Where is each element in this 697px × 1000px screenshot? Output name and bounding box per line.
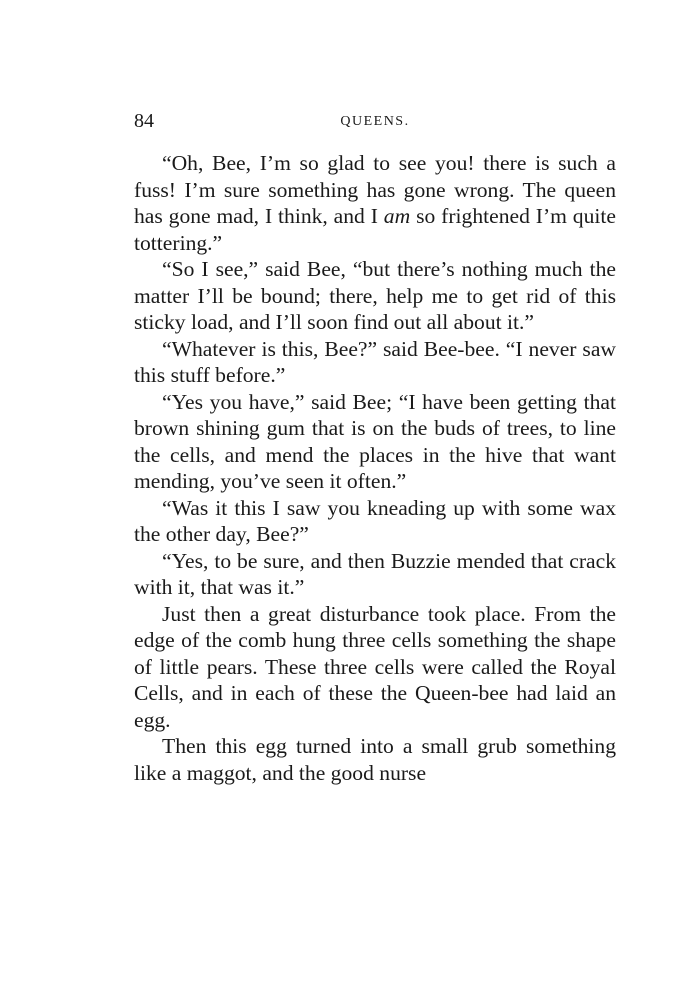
paragraph-text: so frightened I’m quite tottering.” <box>134 204 616 255</box>
paragraph-text: “Oh, Bee, I’m so glad to see you! there is such a fuss! I’m sure something has gone wrong. The queen has gone mad, I think, and I <box>134 151 616 228</box>
paragraph: “Yes, to be sure, and then Buzzie mended that crack with it, that was it.” <box>134 548 616 599</box>
page-header <box>134 110 616 140</box>
paragraph <box>134 150 616 256</box>
paragraph: “Whatever is this, Bee?” said Bee-bee. “I never saw this stuff before.” <box>134 336 616 387</box>
emphasis-text: am <box>383 204 411 228</box>
paragraph: “Was it this I saw you kneading up with some wax the other day, Bee?” <box>134 495 616 546</box>
body-text <box>134 150 616 786</box>
paragraph: “Yes you have,” said Bee; “I have been getting that brown shining gum that is on the buds of trees, to line the cells, and mend the places in the hive that want mending, you’ve seen it often.” <box>134 389 616 493</box>
paragraph: “So I see,” said Bee, “but there’s nothing much the matter I’ll be bound; there, help me to get rid of this sticky load, and I’ll soon find out all about it.” <box>134 257 616 334</box>
running-title: QUEENS. <box>340 114 410 129</box>
page-number: 84 <box>134 110 154 132</box>
paragraph: Just then a great disturbance took place. From the edge of the comb hung three cells something the shape of little pears. These three cells were called the Royal Cells, and in each of these the Queen-bee had laid an egg. <box>134 601 616 732</box>
paragraph: Then this egg turned into a small grub something like a maggot, and the good nurse <box>134 734 616 785</box>
